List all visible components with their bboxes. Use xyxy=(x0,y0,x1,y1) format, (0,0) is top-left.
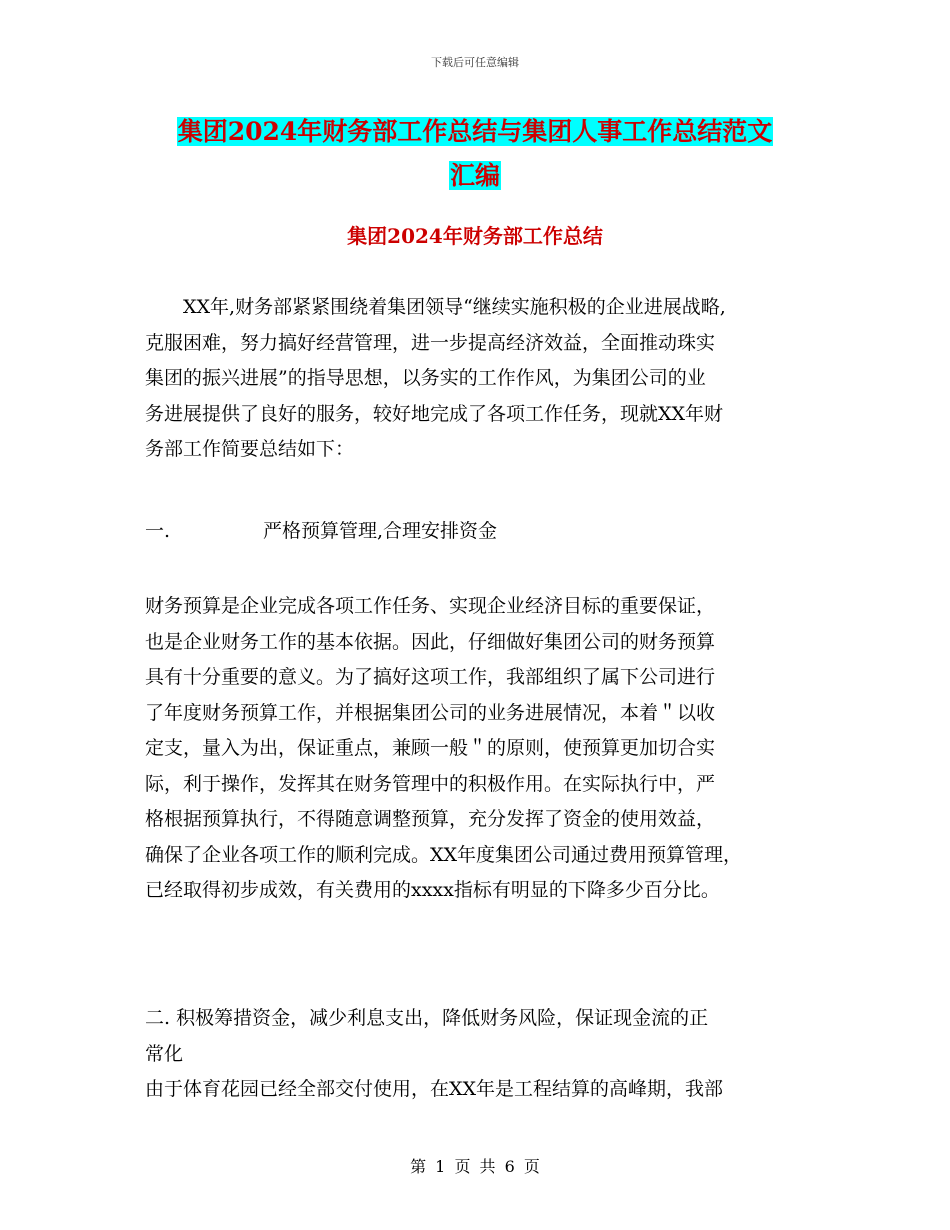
title-line-1: 集团2024年财务部工作总结与集团人事工作总结范文 xyxy=(177,117,773,146)
section-title: 集团2024年财务部工作总结 xyxy=(347,224,603,248)
title-line-2: 汇编 xyxy=(449,161,500,190)
heading-one-number: 一. xyxy=(145,520,171,542)
paragraph-line: 由于体育花园已经全部交付使用，在XX年是工程结算的高峰期，我部 xyxy=(145,1078,724,1100)
document-title xyxy=(0,110,950,198)
intro-paragraph xyxy=(145,290,825,468)
heading-one xyxy=(145,516,497,543)
paragraph-line: 集团的振兴进展”的指导思想，以务实的工作作风，为集团公司的业 xyxy=(145,367,706,389)
header-note: 下载后可任意编辑 xyxy=(431,56,519,69)
paragraph-line: 务部工作简要总结如下： xyxy=(145,438,355,460)
heading-two-paragraph xyxy=(145,1001,825,1108)
heading-one-text: 严格预算管理,合理安排资金 xyxy=(263,520,498,542)
paragraph-line: 格根据预算执行，不得随意调整预算，充分发挥了资金的使用效益， xyxy=(145,808,716,830)
paragraph-line: XX年,财务部紧紧围绕着集团领导“继续实施积极的企业进展战略, xyxy=(183,296,726,318)
paragraph-line: 克服困难，努力搞好经营管理，进一步提高经济效益，全面推动珠实 xyxy=(145,331,716,354)
paragraph-line: 财务预算是企业完成各项工作任务、实现企业经济目标的重要保证， xyxy=(145,595,716,617)
paragraph-line: 定支，量入为出，保证重点，兼顾一般＂的原则，使预算更加切合实 xyxy=(145,737,716,759)
paragraph-line: 务进展提供了良好的服务，较好地完成了各项工作任务，现就XX年财 xyxy=(145,402,724,425)
paragraph-line: 也是企业财务工作的基本依据。因此，仔细做好集团公司的财务预算 xyxy=(145,630,716,653)
paragraph-line: 具有十分重要的意义。为了搞好这项工作，我部组织了属下公司进行 xyxy=(145,666,716,688)
paragraph-line: 了年度财务预算工作，并根据集团公司的业务进展情况，本着＂以收 xyxy=(145,701,716,724)
heading-two-line: 二. 积极筹措资金，减少利息支出，降低财务风险，保证现金流的正 xyxy=(145,1007,709,1029)
budget-paragraph xyxy=(145,589,825,909)
paragraph-line: 确保了企业各项工作的顺利完成。XX年度集团公司通过费用预算管理， xyxy=(145,843,743,866)
page-footer: 第 1 页 共 6 页 xyxy=(410,1157,540,1176)
paragraph-line: 已经取得初步成效，有关费用的xxxx指标有明显的下降多少百分比。 xyxy=(145,879,720,901)
heading-two-line: 常化 xyxy=(145,1042,184,1065)
paragraph-line: 际，利于操作，发挥其在财务管理中的积极作用。在实际执行中，严 xyxy=(145,772,716,795)
